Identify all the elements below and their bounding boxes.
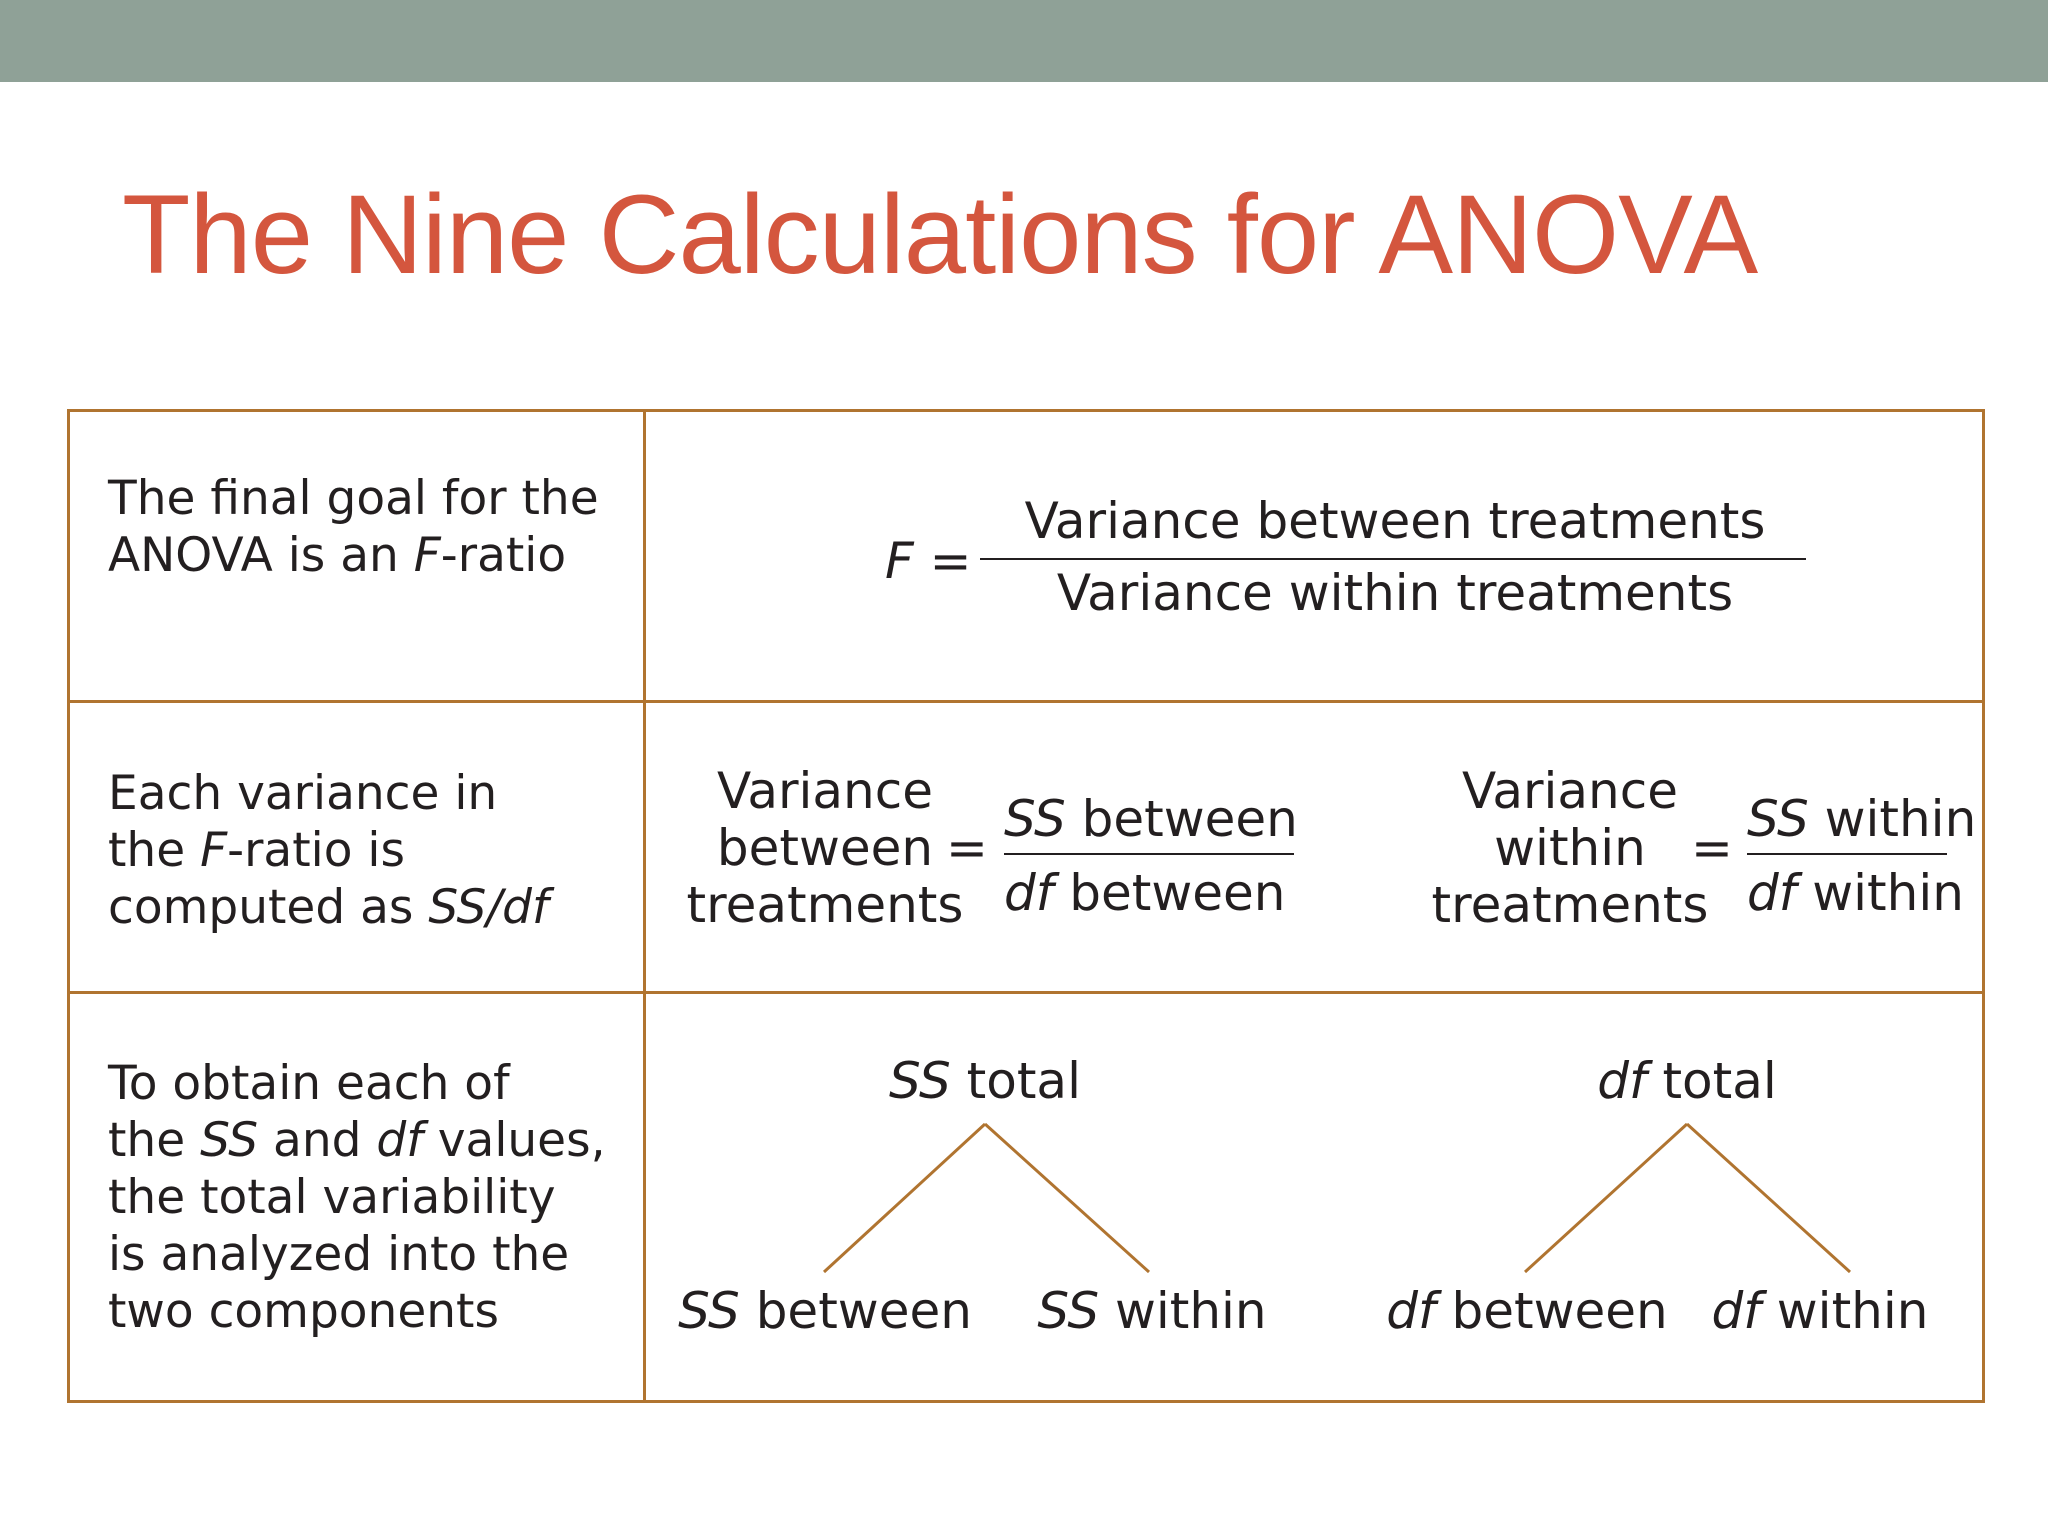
- variance-within-lhs-3: treatments: [1431, 876, 1709, 934]
- slide-title: The Nine Calculations for ANOVA: [122, 172, 1758, 297]
- equals-sign: =: [1691, 819, 1733, 877]
- f-ratio-numerator: Variance between treatments: [1024, 492, 1766, 550]
- ss-between-numerator: SS between: [1004, 790, 1298, 848]
- label-line: two components: [108, 1284, 499, 1339]
- label-line: To obtain each of: [108, 1056, 510, 1111]
- df-total-node: df total: [1597, 1052, 1777, 1110]
- variance-within-lhs-1: Variance: [1462, 762, 1678, 820]
- ss-within-node: SS within: [1037, 1282, 1267, 1340]
- label-line: ANOVA is an F-ratio: [108, 528, 567, 583]
- ss-within-numerator: SS within: [1747, 790, 1977, 848]
- ss-tree-left-branch: [824, 1124, 985, 1272]
- variance-within-lhs-2: within: [1494, 819, 1646, 877]
- variance-between-lhs-3: treatments: [686, 876, 964, 934]
- label-line: the total variability: [108, 1170, 556, 1225]
- df-tree-left-branch: [1525, 1124, 1687, 1272]
- label-line: Each variance in: [108, 766, 498, 821]
- anova-table: [67, 409, 1985, 1403]
- df-within-denominator: df within: [1747, 864, 1964, 922]
- ss-between-node: SS between: [678, 1282, 972, 1340]
- label-line: computed as SS/df: [108, 880, 549, 935]
- ss-tree-right-branch: [985, 1124, 1149, 1272]
- partition-tree-lines: [70, 412, 1988, 1406]
- f-ratio-lhs: F =: [885, 532, 972, 590]
- variance-between-lhs-2: between: [716, 819, 934, 877]
- df-between-denominator: df between: [1004, 864, 1286, 922]
- df-between-node: df between: [1386, 1282, 1668, 1340]
- df-within-node: df within: [1711, 1282, 1929, 1340]
- top-accent-bar: [0, 0, 2048, 82]
- df-tree-right-branch: [1687, 1124, 1850, 1272]
- ss-total-node: SS total: [889, 1052, 1081, 1110]
- label-line: the F-ratio is: [108, 823, 405, 878]
- label-line: The final goal for the: [108, 471, 599, 526]
- f-ratio-denominator: Variance within treatments: [1056, 564, 1734, 622]
- equals-sign: =: [946, 819, 988, 877]
- variance-between-lhs-1: Variance: [717, 762, 933, 820]
- label-line: is analyzed into the: [108, 1227, 570, 1282]
- label-line: the SS and df values,: [108, 1113, 606, 1168]
